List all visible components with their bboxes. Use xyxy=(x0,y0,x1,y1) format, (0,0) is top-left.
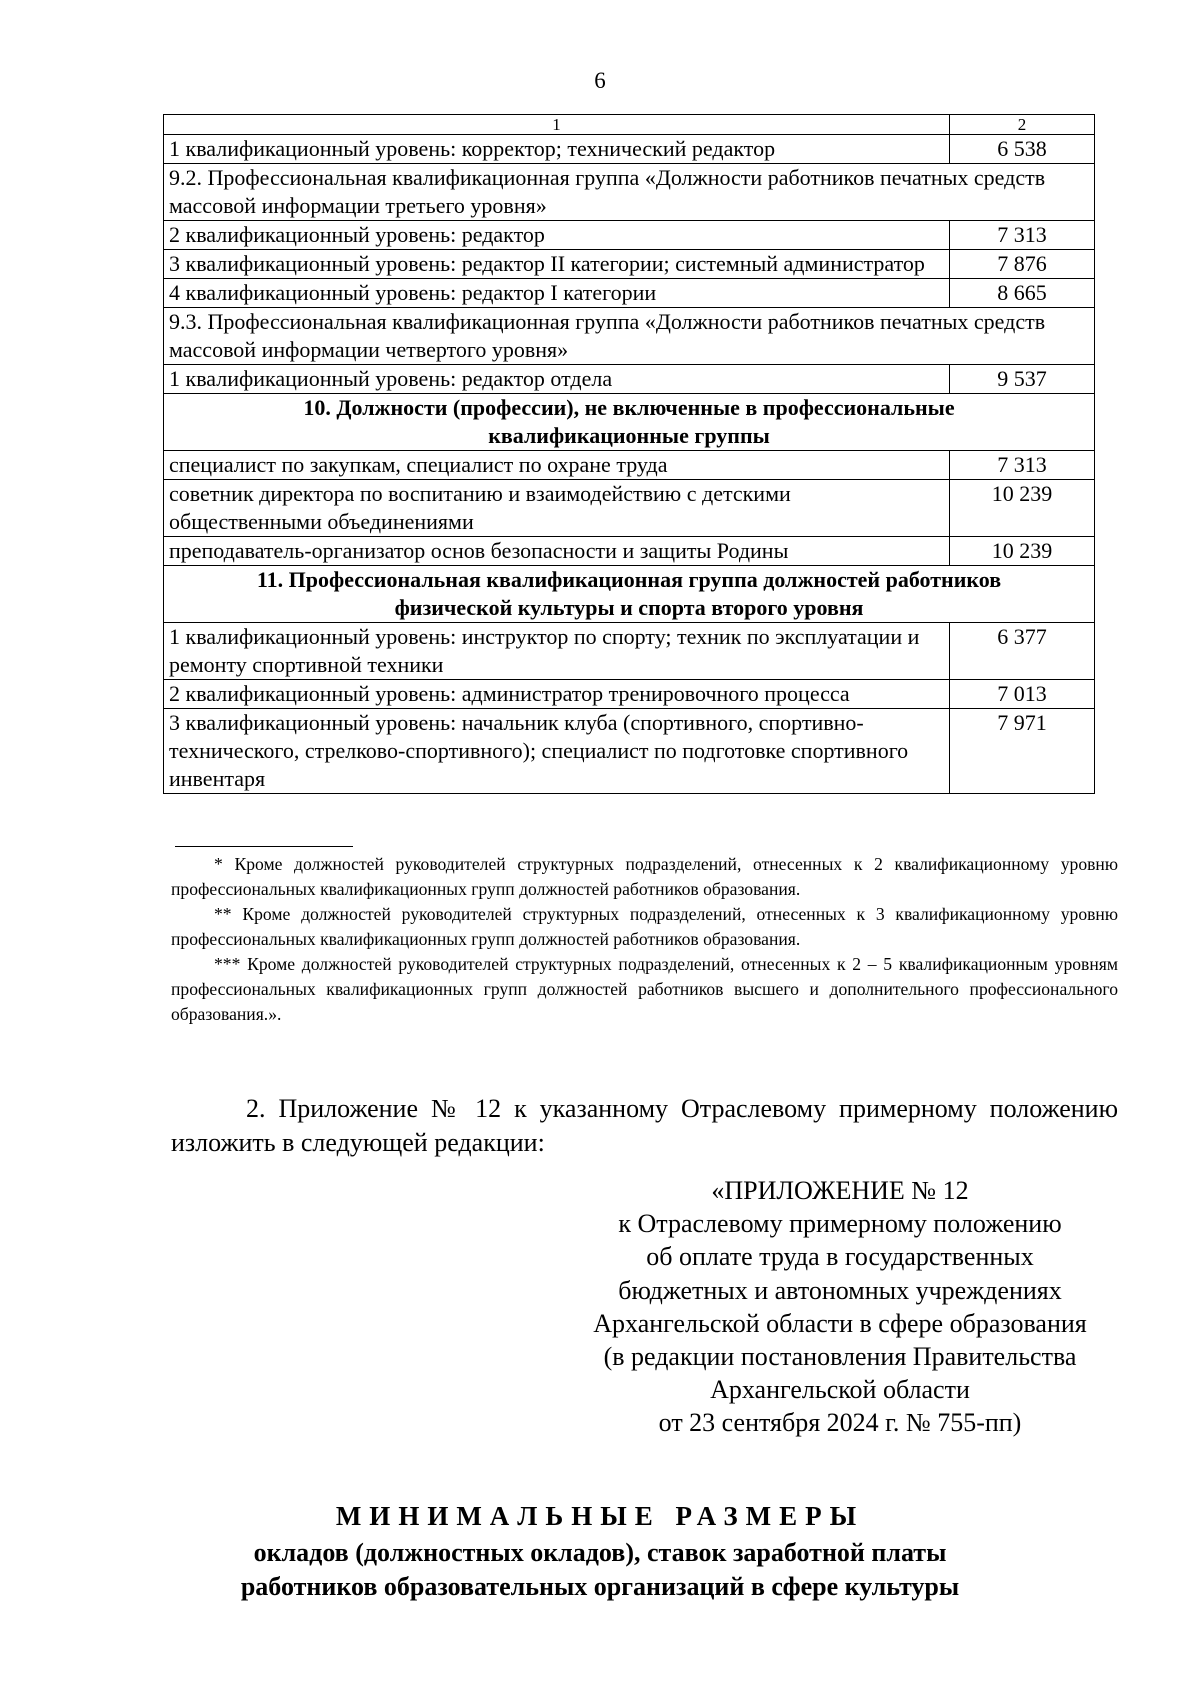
footnote-text: к 2 – 5 квалификационным уровням профессиональных квалификационных групп должностей работников высшего и дополнительного профессионального образования.». xyxy=(171,954,1118,1024)
salary-cell: 10 239 xyxy=(950,537,1095,566)
table-row xyxy=(164,680,1095,709)
amendment-paragraph xyxy=(171,1092,1118,1160)
section-heading-row xyxy=(164,394,1095,451)
salary-cell: 7 313 xyxy=(950,451,1095,480)
footnote-separator xyxy=(175,846,353,847)
position-cell: 2 квалификационный уровень: редактор xyxy=(164,221,950,250)
column-header-2: 2 xyxy=(950,115,1095,135)
table-row xyxy=(164,537,1095,566)
table-row xyxy=(164,250,1095,279)
column-header-1: 1 xyxy=(164,115,950,135)
appendix-header xyxy=(560,1174,1120,1440)
paragraph-line-2: изложить в следующей редакции: xyxy=(171,1128,545,1157)
salary-cell: 7 876 xyxy=(950,250,1095,279)
footnote-lead: Кроме должностей руководителей структурных подразделений, отнесенных xyxy=(234,854,843,874)
section-heading: 10. Должности (профессии), не включенные в профессиональные квалификационные группы xyxy=(164,394,1095,451)
section-heading: 11. Профессиональная квалификационная группа должностей работников физической культуры и спорта второго уровня xyxy=(164,566,1095,623)
footnote-mark: * xyxy=(214,854,223,874)
appendix-line: Архангельской области xyxy=(710,1375,970,1405)
salary-cell: 7 313 xyxy=(950,221,1095,250)
appendix-line: Архангельской области в сфере образования xyxy=(593,1308,1087,1338)
salary-cell: 6 538 xyxy=(950,135,1095,164)
group-heading-row xyxy=(164,164,1095,221)
position-cell: советник директора по воспитанию и взаимодействию с детскими общественными объединениями xyxy=(164,480,950,537)
position-cell: 1 квалификационный уровень: корректор; технический редактор xyxy=(164,135,950,164)
table-row xyxy=(164,480,1095,537)
salary-cell: 8 665 xyxy=(950,279,1095,308)
table-row xyxy=(164,221,1095,250)
footnote-lead: Кроме должностей руководителей структурных подразделений, отнесенных xyxy=(242,904,846,924)
title-line-2: окладов (должностных окладов), ставок заработной платы xyxy=(253,1538,947,1567)
appendix-line: к Отраслевому примерному положению xyxy=(618,1209,1062,1239)
page-number: 6 xyxy=(594,68,606,93)
table-row xyxy=(164,709,1095,794)
table-header-row xyxy=(164,115,1095,135)
appendix-line: бюджетных и автономных учреждениях xyxy=(618,1275,1062,1305)
footnote-mark: *** xyxy=(214,954,241,974)
position-cell: 1 квалификационный уровень: редактор отдела xyxy=(164,365,950,394)
position-cell: преподаватель-организатор основ безопасности и защиты Родины xyxy=(164,537,950,566)
table-row xyxy=(164,135,1095,164)
salary-table xyxy=(163,114,1095,794)
position-cell: 3 квалификационный уровень: редактор II категории; системный администратор xyxy=(164,250,950,279)
title-line-1: МИНИМАЛЬНЫЕ РАЗМЕРЫ xyxy=(335,1501,865,1531)
table-row xyxy=(164,365,1095,394)
group-heading-row xyxy=(164,308,1095,365)
appendix-line: (в редакции постановления Правительства xyxy=(603,1342,1077,1372)
footnotes xyxy=(171,852,1118,1027)
salary-cell: 9 537 xyxy=(950,365,1095,394)
salary-cell: 6 377 xyxy=(950,623,1095,680)
appendix-line: об оплате труда в государственных xyxy=(646,1242,1034,1272)
salary-cell: 10 239 xyxy=(950,480,1095,537)
table-row xyxy=(164,623,1095,680)
footnote-lead: Кроме должностей руководителей структурных подразделений, отнесенных xyxy=(247,954,831,974)
salary-cell: 7 971 xyxy=(950,709,1095,794)
title-line-3: работников образовательных организаций в сфере культуры xyxy=(240,1572,960,1601)
footnote-text: к 3 квалификационному уровню профессиональных квалификационных групп должностей работников образования. xyxy=(171,904,1118,949)
footnote-text: к 2 квалификационному уровню профессиональных квалификационных групп должностей работников образования. xyxy=(171,854,1118,899)
footnote xyxy=(171,902,1118,952)
salary-cell: 7 013 xyxy=(950,680,1095,709)
footnote xyxy=(171,852,1118,902)
group-heading: 9.2. Профессиональная квалификационная группа «Должности работников печатных средств массовой информации третьего уровня» xyxy=(164,164,1095,221)
position-cell: специалист по закупкам, специалист по охране труда xyxy=(164,451,950,480)
footnote-mark: ** xyxy=(214,904,232,924)
group-heading: 9.3. Профессиональная квалификационная группа «Должности работников печатных средств массовой информации четвертого уровня» xyxy=(164,308,1095,365)
position-cell: 2 квалификационный уровень: администратор тренировочного процесса xyxy=(164,680,950,709)
paragraph-line-1: 2. Приложение № 12 к указанному Отраслевому примерному положению xyxy=(246,1094,1118,1123)
document-title xyxy=(0,1496,1200,1604)
table-row xyxy=(164,279,1095,308)
appendix-line: от 23 сентября 2024 г. № 755-пп) xyxy=(658,1408,1022,1438)
section-heading-row xyxy=(164,566,1095,623)
table-row xyxy=(164,451,1095,480)
position-cell: 4 квалификационный уровень: редактор I категории xyxy=(164,279,950,308)
footnote xyxy=(171,952,1118,1027)
position-cell: 1 квалификационный уровень: инструктор по спорту; техник по эксплуатации и ремонту спортивной техники xyxy=(164,623,950,680)
appendix-line: «ПРИЛОЖЕНИЕ № 12 xyxy=(711,1176,969,1205)
position-cell: 3 квалификационный уровень: начальник клуба (спортивного, спортивно-технического, стрелково-спортивного); специалист по подготовке спортивного инвентаря xyxy=(164,709,950,794)
